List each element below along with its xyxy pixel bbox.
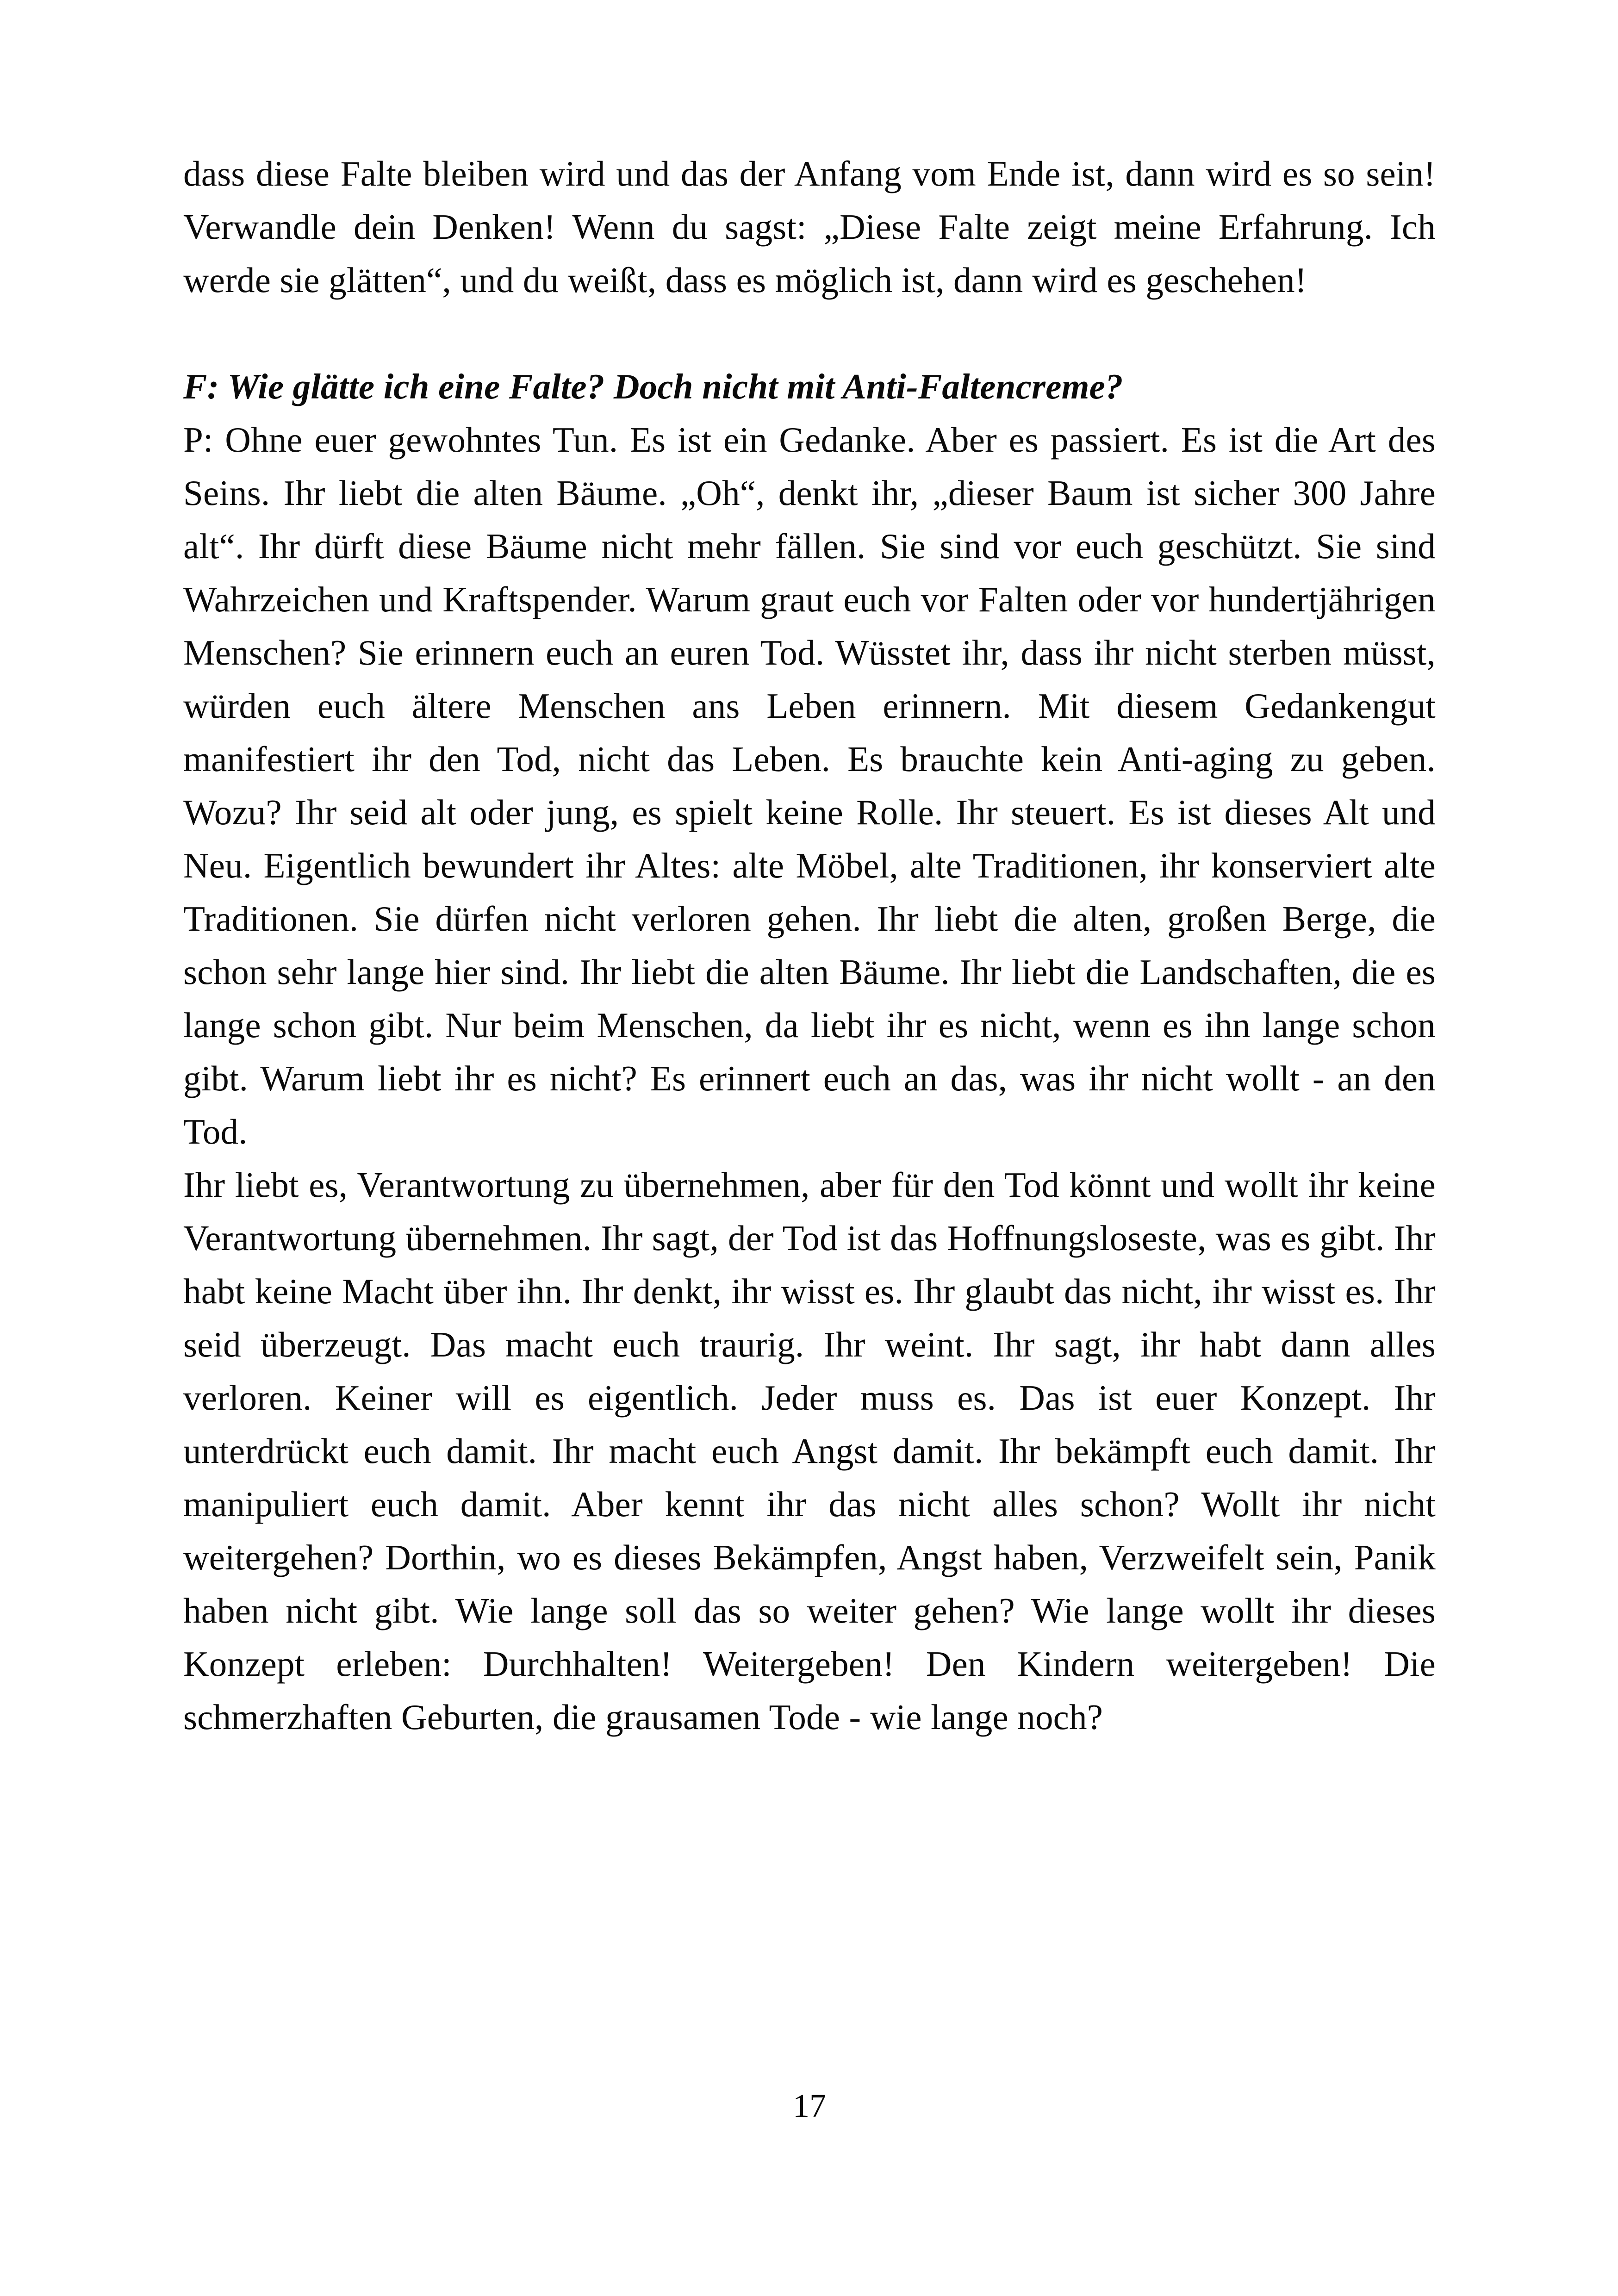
paragraph-answer-1: P: Ohne euer gewohntes Tun. Es ist ein Gedanke. Aber es passiert. Es ist die Art des Seins. Ihr liebt die alten Bäume. „Oh“, denkt ihr, „dieser Baum ist sicher 300 Jahre alt“. Ihr dürft diese Bäume nicht mehr fällen. Sie sind vor euch geschützt. Sie sind Wahrzeichen und Kraftspender. Warum graut euch vor Falten oder vor hundertjährigen Menschen? Sie erinnern euch an euren Tod. Wüsstet ihr, dass ihr nicht sterben müsst, würden euch ältere Menschen ans Leben erinnern. Mit diesem Gedankengut manifestiert ihr den Tod, nicht das Leben. Es brauchte kein Anti-aging zu geben. Wozu? Ihr seid alt oder jung, es spielt keine Rolle. Ihr steuert. Es ist dieses Alt und Neu. Eigentlich bewundert ihr Altes: alte Möbel, alte Traditionen, ihr konserviert alte Traditionen. Sie dürfen nicht verloren gehen. Ihr liebt die alten, großen Berge, die schon sehr lange hier sind. Ihr liebt die alten Bäume. Ihr liebt die Landschaften, die es lange schon gibt. Nur beim Menschen, da liebt ihr es nicht, wenn es ihn lange schon gibt. Warum liebt ihr es nicht? Es erinnert euch an das, was ihr nicht wollt - an den Tod.	[183, 420, 1436, 1151]
page-number: 17	[793, 2087, 826, 2124]
paragraph-answer-2: Ihr liebt es, Verantwortung zu übernehmen, aber für den Tod könnt und wollt ihr keine Verantwortung übernehmen. Ihr sagt, der Tod ist das Hoffnungsloseste, was es gibt. Ihr habt keine Macht über ihn. Ihr denkt, ihr wisst es. Ihr glaubt das nicht, ihr wisst es. Ihr seid überzeugt. Das macht euch traurig. Ihr weint. Ihr sagt, ihr habt dann alles verloren. Keiner will es eigentlich. Jeder muss es. Das ist euer Konzept. Ihr unterdrückt euch damit. Ihr macht euch Angst damit. Ihr bekämpft euch damit. Ihr manipuliert euch damit. Aber kennt ihr das nicht alles schon? Wollt ihr nicht weitergehen? Dorthin, wo es dieses Bekämpfen, Angst haben, Verzweifelt sein, Panik haben nicht gibt. Wie lange soll das so weiter gehen? Wie lange wollt ihr dieses Konzept erleben: Durchhalten! Weitergeben! Den Kindern weitergeben! Die schmerzhaften Geburten, die grausamen Tode - wie lange noch?	[183, 1165, 1436, 1737]
paragraph-continuation: dass diese Falte bleiben wird und das der Anfang vom Ende ist, dann wird es so sein! Verwandle dein Denken! Wenn du sagst: „Diese Falte zeigt meine Erfahrung. Ich werde sie glätten“, und du weißt, dass es möglich ist, dann wird es geschehen!	[183, 154, 1436, 300]
text-block	[183, 147, 1436, 1744]
question-heading: F: Wie glätte ich eine Falte? Doch nicht mit Anti-Faltencreme?	[183, 367, 1123, 406]
